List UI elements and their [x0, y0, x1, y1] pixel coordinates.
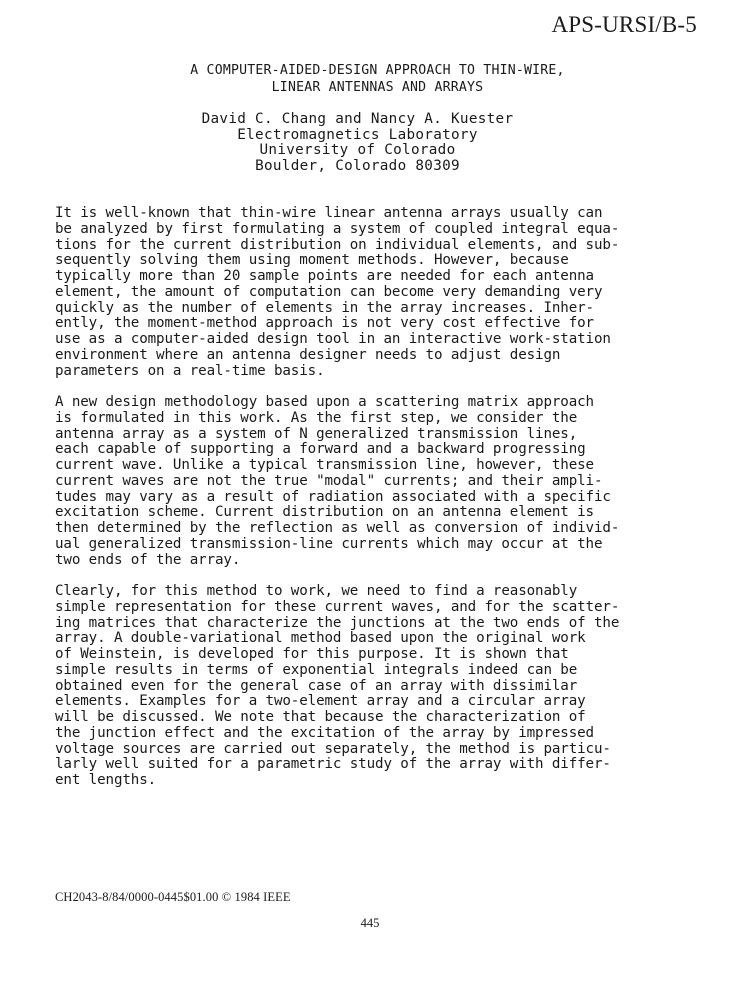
author-location: Boulder, Colorado 80309	[255, 157, 460, 174]
text-line: current wave. Unlike a typical transmission line, however, these	[55, 457, 594, 473]
text-line: voltage sources are carried out separately, the method is particu-	[55, 740, 611, 757]
paragraph	[55, 584, 690, 789]
title-line: A COMPUTER-AIDED-DESIGN APPROACH TO THIN-WIRE,	[190, 63, 565, 78]
text-line: tudes may vary as a result of radiation associated with a specific	[55, 488, 611, 505]
text-line: the junction effect and the excitation of the array by impressed	[55, 724, 594, 741]
text-line: array. A double-variational method based upon the original work	[55, 630, 586, 647]
title-line: LINEAR ANTENNAS AND ARRAYS	[271, 80, 484, 95]
text-line: current waves are not the true "modal" currents; and their ampli-	[55, 472, 603, 489]
author-block	[0, 112, 715, 174]
page-number: 445	[360, 916, 380, 930]
text-line: each capable of supporting a forward and a backward progressing	[55, 441, 586, 458]
text-line: ual generalized transmission-line currents which may occur at the	[55, 535, 603, 552]
copyright-line: CH2043-8/84/0000-0445$01.00 © 1984 IEEE	[55, 890, 291, 904]
text-line: tions for the current distribution on individual elements, and sub-	[55, 236, 620, 253]
text-line: Clearly, for this method to work, we need to find a reasonably	[55, 583, 578, 599]
text-line: two ends of the array.	[55, 551, 241, 568]
text-line: sequently solving them using moment methods. However, because	[55, 252, 569, 269]
text-line: quickly as the number of elements in the array increases. Inher-	[55, 299, 594, 316]
abstract-body	[55, 206, 690, 805]
session-code: APS-URSI/B-5	[551, 12, 697, 37]
text-line: use as a computer-aided design tool in an interactive work-station	[55, 331, 611, 347]
text-line: It is well-known that thin-wire linear antenna arrays usually can	[55, 205, 603, 221]
text-line: obtained even for the general case of an array with dissimilar	[55, 677, 578, 694]
text-line: A new design methodology based upon a scattering matrix approach	[55, 394, 594, 410]
author-university: University of Colorado	[259, 142, 456, 158]
text-line: antenna array as a system of N generalized transmission lines,	[55, 425, 578, 442]
text-line: excitation scheme. Current distribution on an antenna element is	[55, 504, 594, 521]
text-line: will be discussed. We note that because the characterization of	[55, 709, 586, 725]
text-line: environment where an antenna designer needs to adjust design	[55, 346, 561, 363]
text-line: then determined by the reflection as well as conversion of individ-	[55, 520, 620, 536]
paragraph	[55, 206, 690, 379]
text-line: typically more than 20 sample points are needed for each antenna	[55, 268, 594, 284]
text-line: simple representation for these current waves, and for the scatter-	[55, 598, 620, 615]
author-names: David C. Chang and Nancy A. Kuester	[201, 111, 514, 127]
text-line: ent lengths.	[55, 772, 157, 788]
paper-title	[0, 62, 755, 96]
paragraph	[55, 395, 690, 568]
author-lab: Electromagnetics Laboratory	[237, 126, 478, 143]
text-line: parameters on a real-time basis.	[55, 362, 325, 379]
text-line: ently, the moment-method approach is not very cost effective for	[55, 315, 594, 332]
text-line: is formulated in this work. As the first step, we consider the	[55, 409, 578, 426]
text-line: ing matrices that characterize the junctions at the two ends of the	[55, 614, 620, 631]
text-line: elements. Examples for a two-element array and a circular array	[55, 693, 586, 710]
text-line: be analyzed by first formulating a system of coupled integral equa-	[55, 220, 620, 237]
text-line: larly well suited for a parametric study of the array with differ-	[55, 756, 611, 773]
text-line: of Weinstein, is developed for this purpose. It is shown that	[55, 646, 569, 662]
text-line: simple results in terms of exponential integrals indeed can be	[55, 661, 578, 678]
text-line: element, the amount of computation can become very demanding very	[55, 283, 603, 300]
